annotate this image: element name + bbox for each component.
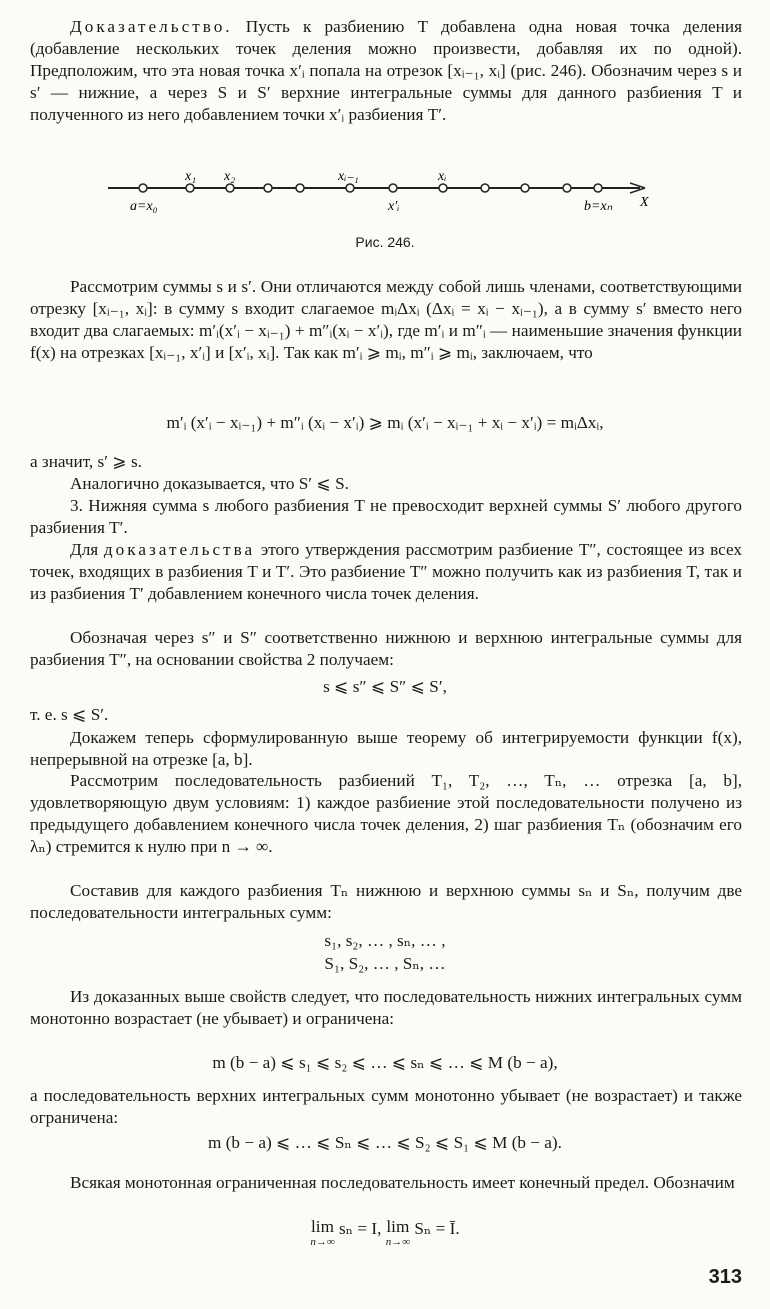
paragraph-sums: Рассмотрим суммы s и s′. Они отличаются между собой лишь членами, соответствующими отрезку [xᵢ₋₁, xᵢ]: в сумму s входит слагаемое mᵢΔxᵢ (Δxᵢ = xᵢ − xᵢ₋₁), а в сумму s′ вместо него входит два слагаемых: m′ᵢ(x′ᵢ − xᵢ₋₁) + m″ᵢ(xᵢ − x′ᵢ), где m′ᵢ и m″ᵢ — наименьшие значения функции f(x) на отрезках [xᵢ₋₁, x′ᵢ] и [x′ᵢ, xᵢ]. Так как m′ᵢ ⩾ mᵢ, m″ᵢ ⩾ mᵢ, заключаем, что: [30, 277, 742, 362]
point-x1: [186, 184, 194, 192]
point-xim1: [346, 184, 354, 192]
paragraph-limit: Всякая монотонная ограниченная последовательность имеет конечный предел. Обозначим: [70, 1173, 735, 1192]
paragraph-monotone-lower: Из доказанных выше свойств следует, что последовательность нижних интегральных сумм монотонно возрастает (не убывает) и ограничена:: [30, 987, 742, 1028]
equation-2: s ⩽ s″ ⩽ S″ ⩽ S′,: [323, 677, 447, 696]
figure-246: [100, 160, 680, 230]
point: [563, 184, 571, 192]
equation-5: m (b − a) ⩽ … ⩽ Sₙ ⩽ … ⩽ S₂ ⩽ S₁ ⩽ M (b − a).: [208, 1133, 562, 1152]
property-3: 3. Нижняя сумма s любого разбиения T не превосходит верхней суммы S′ любого другого разбиения T′.: [30, 496, 742, 537]
lim-word: lim: [386, 1217, 410, 1236]
point: [296, 184, 304, 192]
equation-4: m (b − a) ⩽ s₁ ⩽ s₂ ⩽ … ⩽ sₙ ⩽ … ⩽ M (b − a),: [212, 1053, 558, 1072]
paragraph-proof-3: [30, 539, 742, 605]
label-x2: x₂: [224, 169, 236, 184]
equation-3a: s₁, s₂, … , sₙ, … ,: [324, 931, 446, 950]
figure-caption: Рис. 246.: [355, 234, 415, 250]
lim-sub: n→∞: [385, 1236, 411, 1248]
label-xim1: xᵢ₋₁: [338, 169, 359, 184]
paragraph-sequence: Рассмотрим последовательность разбиений T₁, T₂, …, Tₙ, … отрезка [a, b], удовлетворяющую двум условиям: 1) каждое разбиение этой последовательности получено из предыдущего добавлением конечного числа точек деления, 2) шаг разбиения Tₙ (обозначим его λₙ) стремится к нулю при n → ∞.: [30, 771, 742, 856]
point: [481, 184, 489, 192]
lim-left-expr: sₙ = I,: [334, 1219, 386, 1238]
label-b: b=xₙ: [584, 199, 613, 214]
label-axis: X: [640, 195, 649, 210]
point: [521, 184, 529, 192]
proof-lead: Доказательство.: [70, 17, 233, 36]
label-xi: xᵢ: [438, 169, 447, 184]
paragraph-two-sequences: Составив для каждого разбиения Tₙ нижнюю и верхнюю суммы sₙ и Sₙ, получим две последовательности интегральных сумм:: [30, 881, 742, 922]
point-a: [139, 184, 147, 192]
proof-intro-text: Пусть к разбиению T добавлена одна новая точка деления (добавление нескольких точек деления можно произвести, добавляя их по одной). Предположим, что эта новая точка x′ᵢ попала на отрезок [xᵢ₋₁, xᵢ] (рис. 246). Обозначим через s и s′ — нижние, а через S и S′ верхние интегральные суммы для данного разбиения T и полученного из него добавлением точки x′ᵢ разбиения T′.: [30, 17, 742, 124]
label-xpi: x′ᵢ: [388, 199, 400, 214]
equation-1: m′ᵢ (x′ᵢ − xᵢ₋₁) + m″ᵢ (xᵢ − x′ᵢ) ⩾ mᵢ (x′ᵢ − xᵢ₋₁ + xᵢ − x′ᵢ) = mᵢΔxᵢ,: [166, 413, 604, 432]
point-b: [594, 184, 602, 192]
label-x1: x₁: [185, 169, 197, 184]
paragraph-conclusion: а значит, s′ ⩾ s.: [30, 452, 142, 471]
equation-3b: S₁, S₂, … , Sₙ, …: [324, 954, 446, 973]
p5-after: этого утверждения рассмотрим разбиение T″, состоящее из всех точек, входящих в разбиения T и T′. Это разбиение T″ можно получить как из разбиения T, так и из разбиения T′ добавлением конечного числа точек деления.: [30, 540, 742, 603]
lim-right-expr: Sₙ = Ī.: [410, 1219, 460, 1238]
page-number: 313: [708, 1266, 742, 1288]
point-x2: [226, 184, 234, 192]
paragraph-ie: т. е. s ⩽ S′.: [30, 705, 109, 724]
paragraph-theorem: Докажем теперь сформулированную выше теорему об интегрируемости функции f(x), непрерывной на отрезке [a, b].: [30, 728, 742, 769]
lim-right: [386, 1218, 410, 1248]
lim-sub: n→∞: [310, 1236, 335, 1248]
paragraph-monotone-upper: а последовательность верхних интегральных сумм монотонно убывает (не возрастает) и также ограничена:: [30, 1086, 742, 1127]
point-xpi: [389, 184, 397, 192]
label-a: a=x₀: [130, 199, 158, 214]
lim-word: lim: [311, 1217, 334, 1236]
proof-intro: [30, 16, 742, 126]
point: [264, 184, 272, 192]
paragraph-analog: Аналогично доказывается, что S′ ⩽ S.: [70, 474, 349, 493]
p5-before: Для: [70, 540, 104, 559]
paragraph-notation: Обозначая через s″ и S″ соответственно нижнюю и верхнюю интегральные суммы для разбиения T″, на основании свойства 2 получаем:: [30, 628, 742, 669]
point-xi: [439, 184, 447, 192]
equation-6: [0, 1218, 770, 1248]
lim-left: [310, 1218, 334, 1248]
p5-spaced: доказательства: [103, 540, 256, 559]
